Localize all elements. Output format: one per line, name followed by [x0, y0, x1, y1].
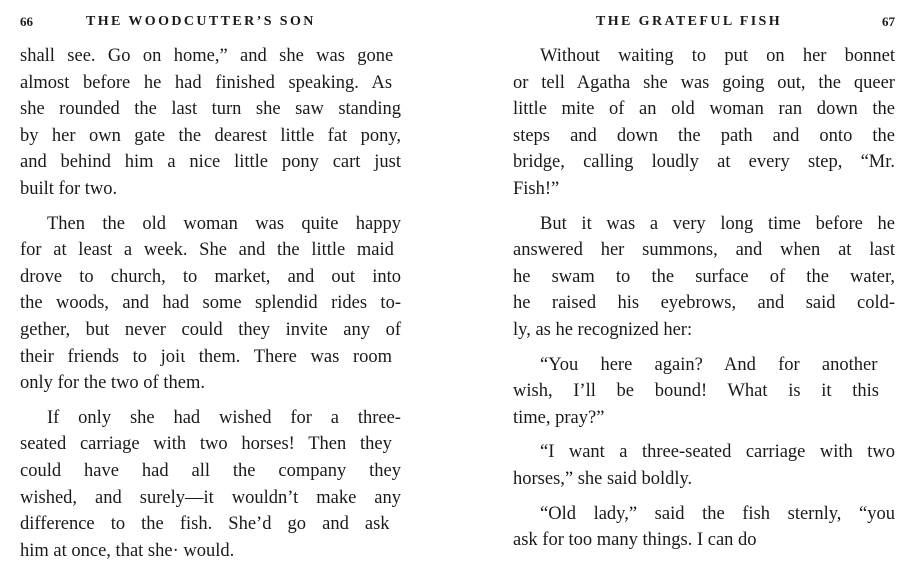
text-line: horses,” she said boldly. [513, 468, 693, 489]
text-line: the woods, and had some splendid rides to- [20, 293, 401, 314]
text-line: time, pray?” [513, 407, 605, 428]
text-line: difference to the fish. She’d go and ask [20, 514, 390, 535]
right-page-number: 67 [882, 14, 895, 29]
text-line: their friends to joiɩ them. There was room [20, 346, 392, 367]
text-line: ask for too many things. I can do [513, 530, 757, 551]
text-line: But it was a very long time before he [540, 213, 895, 234]
text-line: she rounded the last turn she saw standing [20, 99, 402, 120]
paragraph [513, 352, 895, 432]
text-line: “You here again? And for another [540, 354, 878, 375]
right-page [513, 0, 895, 564]
text-line: Without waiting to put on her bonnet [540, 46, 895, 66]
text-line: seated carriage with two horses! Then they [20, 434, 392, 455]
text-line: him at once, that she· would. [20, 540, 235, 561]
text-line: almost before he had finished speaking. As [20, 72, 393, 93]
right-running-head: THE GRATEFUL FISH [596, 14, 783, 29]
text-line: wish, I’ll be bound! What is it this [513, 381, 879, 402]
text-line: he raised his eyebrows, and said cold- [513, 293, 895, 314]
left-page [20, 0, 401, 564]
paragraph [513, 501, 895, 554]
paragraph [20, 43, 401, 203]
right-page-text [513, 43, 895, 562]
left-running-head: THE WOODCUTTER’S SON [86, 14, 316, 29]
text-line: steps and down the path and onto the [513, 125, 896, 146]
text-line: could have had all the company they [20, 460, 401, 481]
text-line: gether, but never could they invite any of [20, 319, 401, 340]
paragraph [513, 43, 895, 203]
right-page-header [513, 14, 895, 34]
text-line: Then the old woman was quite happy [47, 213, 401, 234]
text-line: “Old lady,” said the fish sternly, “you [540, 503, 895, 524]
text-line: and behind him a nice little pony cart just [20, 152, 401, 173]
text-line: answered her summons, and when at last [513, 240, 895, 261]
text-line: Fish!” [513, 178, 560, 199]
text-line: little mite of an old woman ran down the [513, 99, 896, 120]
left-page-text [20, 43, 401, 572]
text-line: “I want a three-seated carriage with two [540, 442, 896, 463]
text-line: drove to church, to market, and out into [20, 266, 401, 287]
text-line: or tell Agatha she was going out, the queer [513, 72, 895, 93]
text-line: he swam to the surface of the water, [513, 266, 896, 287]
text-line: ly, as he recognized her: [513, 319, 693, 340]
text-line: for at least a week. She and the little maid [20, 240, 394, 261]
left-page-number: 66 [20, 14, 33, 29]
text-line: only for the two of them. [20, 373, 205, 394]
text-line: shall see. Go on home,” and she was gone [20, 46, 394, 66]
text-line: wished, and surely—it wouldn’t make any [20, 487, 402, 508]
paragraph [20, 405, 401, 565]
paragraph [513, 439, 895, 492]
text-line: by her own gate the dearest little fat pony, [20, 125, 402, 146]
text-line: built for two. [20, 178, 118, 199]
paragraph [20, 211, 401, 397]
paragraph [513, 211, 895, 344]
left-page-header [20, 14, 401, 34]
text-line: bridge, calling loudly at every step, “Mr. [513, 152, 896, 173]
text-line: If only she had wished for a three- [47, 407, 401, 428]
